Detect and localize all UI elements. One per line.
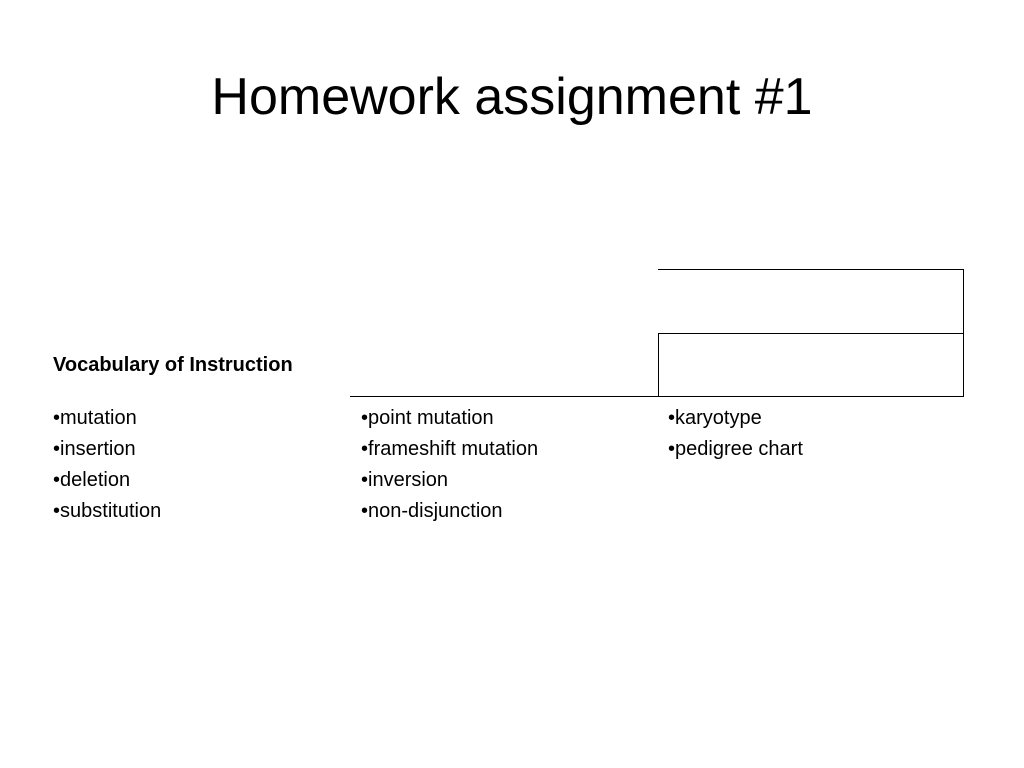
vocabulary-item: • frameshift mutation <box>361 434 661 465</box>
empty-table-cell-top <box>658 269 964 333</box>
table-row-header <box>42 333 966 397</box>
vocabulary-item: • karyotype <box>668 403 968 434</box>
vocabulary-column-2 <box>361 403 661 527</box>
slide-title: Homework assignment #1 <box>211 68 813 126</box>
table-row-top <box>42 269 966 333</box>
vocabulary-heading: Vocabulary of Instruction <box>53 354 293 376</box>
vocabulary-item: • insertion <box>53 434 353 465</box>
vocabulary-table <box>42 269 966 522</box>
vocabulary-item: • inversion <box>361 465 661 496</box>
vocabulary-item: • point mutation <box>361 403 661 434</box>
vocabulary-item: • mutation <box>53 403 353 434</box>
vocabulary-item: • non-disjunction <box>361 496 661 527</box>
vocabulary-item: • substitution <box>53 496 353 527</box>
vocabulary-column-1 <box>53 403 353 527</box>
vocabulary-item: • pedigree chart <box>668 434 968 465</box>
vocabulary-column-3 <box>668 403 968 465</box>
empty-table-cell-header <box>658 333 964 397</box>
vocabulary-item: • deletion <box>53 465 353 496</box>
table-divider <box>350 396 660 397</box>
